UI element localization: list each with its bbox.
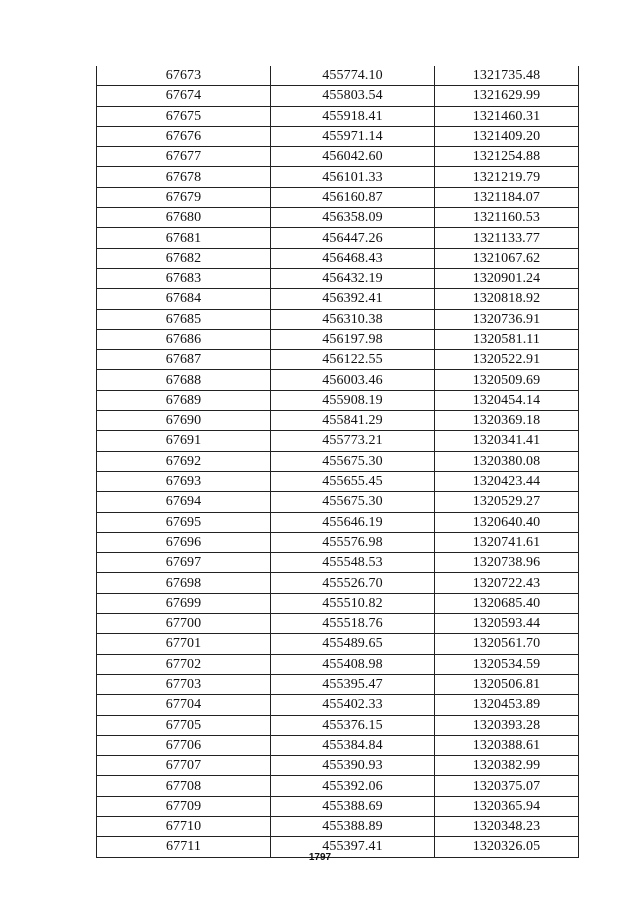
y-coordinate-cell: 1320581.11	[435, 329, 579, 349]
x-coordinate-cell: 456432.19	[271, 268, 435, 288]
table-row	[97, 66, 579, 86]
table-row	[97, 350, 579, 370]
point-id-cell: 67708	[97, 776, 271, 796]
y-coordinate-cell: 1320534.59	[435, 654, 579, 674]
y-coordinate-cell: 1320388.61	[435, 735, 579, 755]
point-id-cell: 67693	[97, 471, 271, 491]
point-id-cell: 67690	[97, 411, 271, 431]
x-coordinate-cell: 456003.46	[271, 370, 435, 390]
y-coordinate-cell: 1320685.40	[435, 593, 579, 613]
y-coordinate-cell: 1320369.18	[435, 411, 579, 431]
x-coordinate-cell: 455510.82	[271, 593, 435, 613]
point-id-cell: 67710	[97, 816, 271, 836]
y-coordinate-cell: 1320423.44	[435, 471, 579, 491]
x-coordinate-cell: 455397.41	[271, 837, 435, 857]
y-coordinate-cell: 1320901.24	[435, 268, 579, 288]
point-id-cell: 67697	[97, 553, 271, 573]
x-coordinate-cell: 455841.29	[271, 411, 435, 431]
y-coordinate-cell: 1320722.43	[435, 573, 579, 593]
point-id-cell: 67694	[97, 492, 271, 512]
x-coordinate-cell: 456310.38	[271, 309, 435, 329]
x-coordinate-cell: 455576.98	[271, 532, 435, 552]
table-row	[97, 147, 579, 167]
table-row	[97, 208, 579, 228]
point-id-cell: 67700	[97, 614, 271, 634]
table-row	[97, 715, 579, 735]
table-row	[97, 471, 579, 491]
y-coordinate-cell: 1320393.28	[435, 715, 579, 735]
page-number: 1797	[308, 852, 332, 863]
x-coordinate-cell: 455774.10	[271, 66, 435, 86]
table-row	[97, 370, 579, 390]
x-coordinate-cell: 455388.89	[271, 816, 435, 836]
point-id-cell: 67702	[97, 654, 271, 674]
table-row	[97, 390, 579, 410]
x-coordinate-cell: 456160.87	[271, 187, 435, 207]
point-id-cell: 67705	[97, 715, 271, 735]
x-coordinate-cell: 455518.76	[271, 614, 435, 634]
x-coordinate-cell: 456122.55	[271, 350, 435, 370]
y-coordinate-cell: 1321629.99	[435, 86, 579, 106]
y-coordinate-cell: 1321409.20	[435, 126, 579, 146]
y-coordinate-cell: 1320382.99	[435, 756, 579, 776]
y-coordinate-cell: 1321460.31	[435, 106, 579, 126]
table-row	[97, 512, 579, 532]
table-row	[97, 451, 579, 471]
x-coordinate-cell: 456468.43	[271, 248, 435, 268]
point-id-cell: 67677	[97, 147, 271, 167]
coordinate-table	[96, 66, 579, 858]
table-row	[97, 268, 579, 288]
x-coordinate-cell: 456447.26	[271, 228, 435, 248]
x-coordinate-cell: 456392.41	[271, 289, 435, 309]
x-coordinate-cell: 455773.21	[271, 431, 435, 451]
point-id-cell: 67692	[97, 451, 271, 471]
y-coordinate-cell: 1321133.77	[435, 228, 579, 248]
y-coordinate-cell: 1320341.41	[435, 431, 579, 451]
point-id-cell: 67679	[97, 187, 271, 207]
y-coordinate-cell: 1320522.91	[435, 350, 579, 370]
y-coordinate-cell: 1320326.05	[435, 837, 579, 857]
x-coordinate-cell: 456197.98	[271, 329, 435, 349]
table-row	[97, 674, 579, 694]
point-id-cell: 67711	[97, 837, 271, 857]
table-row	[97, 289, 579, 309]
point-id-cell: 67675	[97, 106, 271, 126]
point-id-cell: 67696	[97, 532, 271, 552]
table-row	[97, 126, 579, 146]
y-coordinate-cell: 1321219.79	[435, 167, 579, 187]
y-coordinate-cell: 1320348.23	[435, 816, 579, 836]
y-coordinate-cell: 1321067.62	[435, 248, 579, 268]
y-coordinate-cell: 1320509.69	[435, 370, 579, 390]
x-coordinate-cell: 456042.60	[271, 147, 435, 167]
x-coordinate-cell: 455548.53	[271, 553, 435, 573]
y-coordinate-cell: 1320365.94	[435, 796, 579, 816]
point-id-cell: 67684	[97, 289, 271, 309]
table-row	[97, 756, 579, 776]
table-row	[97, 532, 579, 552]
table-row	[97, 106, 579, 126]
x-coordinate-cell: 455408.98	[271, 654, 435, 674]
point-id-cell: 67699	[97, 593, 271, 613]
table-row	[97, 187, 579, 207]
y-coordinate-cell: 1320741.61	[435, 532, 579, 552]
x-coordinate-cell: 455392.06	[271, 776, 435, 796]
table-row	[97, 329, 579, 349]
table-row	[97, 553, 579, 573]
point-id-cell: 67709	[97, 796, 271, 816]
x-coordinate-cell: 455390.93	[271, 756, 435, 776]
y-coordinate-cell: 1320375.07	[435, 776, 579, 796]
x-coordinate-cell: 455655.45	[271, 471, 435, 491]
table-row	[97, 776, 579, 796]
x-coordinate-cell: 455803.54	[271, 86, 435, 106]
x-coordinate-cell: 455376.15	[271, 715, 435, 735]
y-coordinate-cell: 1320593.44	[435, 614, 579, 634]
point-id-cell: 67680	[97, 208, 271, 228]
table-row	[97, 411, 579, 431]
x-coordinate-cell: 455489.65	[271, 634, 435, 654]
y-coordinate-cell: 1320506.81	[435, 674, 579, 694]
y-coordinate-cell: 1320738.96	[435, 553, 579, 573]
x-coordinate-cell: 455395.47	[271, 674, 435, 694]
table-row	[97, 654, 579, 674]
table-row	[97, 573, 579, 593]
point-id-cell: 67674	[97, 86, 271, 106]
table-row	[97, 492, 579, 512]
y-coordinate-cell: 1320561.70	[435, 634, 579, 654]
table-row	[97, 634, 579, 654]
y-coordinate-cell: 1321184.07	[435, 187, 579, 207]
x-coordinate-cell: 455971.14	[271, 126, 435, 146]
point-id-cell: 67704	[97, 695, 271, 715]
point-id-cell: 67688	[97, 370, 271, 390]
x-coordinate-cell: 455675.30	[271, 492, 435, 512]
point-id-cell: 67678	[97, 167, 271, 187]
x-coordinate-cell: 455646.19	[271, 512, 435, 532]
coordinate-table-body	[97, 66, 579, 857]
point-id-cell: 67676	[97, 126, 271, 146]
point-id-cell: 67681	[97, 228, 271, 248]
y-coordinate-cell: 1321735.48	[435, 66, 579, 86]
y-coordinate-cell: 1320736.91	[435, 309, 579, 329]
x-coordinate-cell: 455402.33	[271, 695, 435, 715]
point-id-cell: 67707	[97, 756, 271, 776]
point-id-cell: 67686	[97, 329, 271, 349]
x-coordinate-cell: 455526.70	[271, 573, 435, 593]
table-row	[97, 796, 579, 816]
table-row	[97, 167, 579, 187]
point-id-cell: 67673	[97, 66, 271, 86]
point-id-cell: 67685	[97, 309, 271, 329]
y-coordinate-cell: 1320453.89	[435, 695, 579, 715]
table-row	[97, 816, 579, 836]
table-row	[97, 248, 579, 268]
point-id-cell: 67689	[97, 390, 271, 410]
table-row	[97, 228, 579, 248]
table-row	[97, 614, 579, 634]
table-row	[97, 309, 579, 329]
coordinate-table-container	[96, 66, 578, 858]
point-id-cell: 67695	[97, 512, 271, 532]
point-id-cell: 67683	[97, 268, 271, 288]
x-coordinate-cell: 456101.33	[271, 167, 435, 187]
point-id-cell: 67687	[97, 350, 271, 370]
x-coordinate-cell: 456358.09	[271, 208, 435, 228]
y-coordinate-cell: 1320380.08	[435, 451, 579, 471]
x-coordinate-cell: 455918.41	[271, 106, 435, 126]
point-id-cell: 67706	[97, 735, 271, 755]
y-coordinate-cell: 1320529.27	[435, 492, 579, 512]
y-coordinate-cell: 1321160.53	[435, 208, 579, 228]
point-id-cell: 67703	[97, 674, 271, 694]
y-coordinate-cell: 1320454.14	[435, 390, 579, 410]
point-id-cell: 67691	[97, 431, 271, 451]
x-coordinate-cell: 455675.30	[271, 451, 435, 471]
y-coordinate-cell: 1320640.40	[435, 512, 579, 532]
y-coordinate-cell: 1321254.88	[435, 147, 579, 167]
x-coordinate-cell: 455384.84	[271, 735, 435, 755]
y-coordinate-cell: 1320818.92	[435, 289, 579, 309]
point-id-cell: 67701	[97, 634, 271, 654]
table-row	[97, 593, 579, 613]
point-id-cell: 67682	[97, 248, 271, 268]
point-id-cell: 67698	[97, 573, 271, 593]
x-coordinate-cell: 455388.69	[271, 796, 435, 816]
table-row	[97, 86, 579, 106]
table-row	[97, 695, 579, 715]
table-row	[97, 735, 579, 755]
table-row	[97, 431, 579, 451]
x-coordinate-cell: 455908.19	[271, 390, 435, 410]
